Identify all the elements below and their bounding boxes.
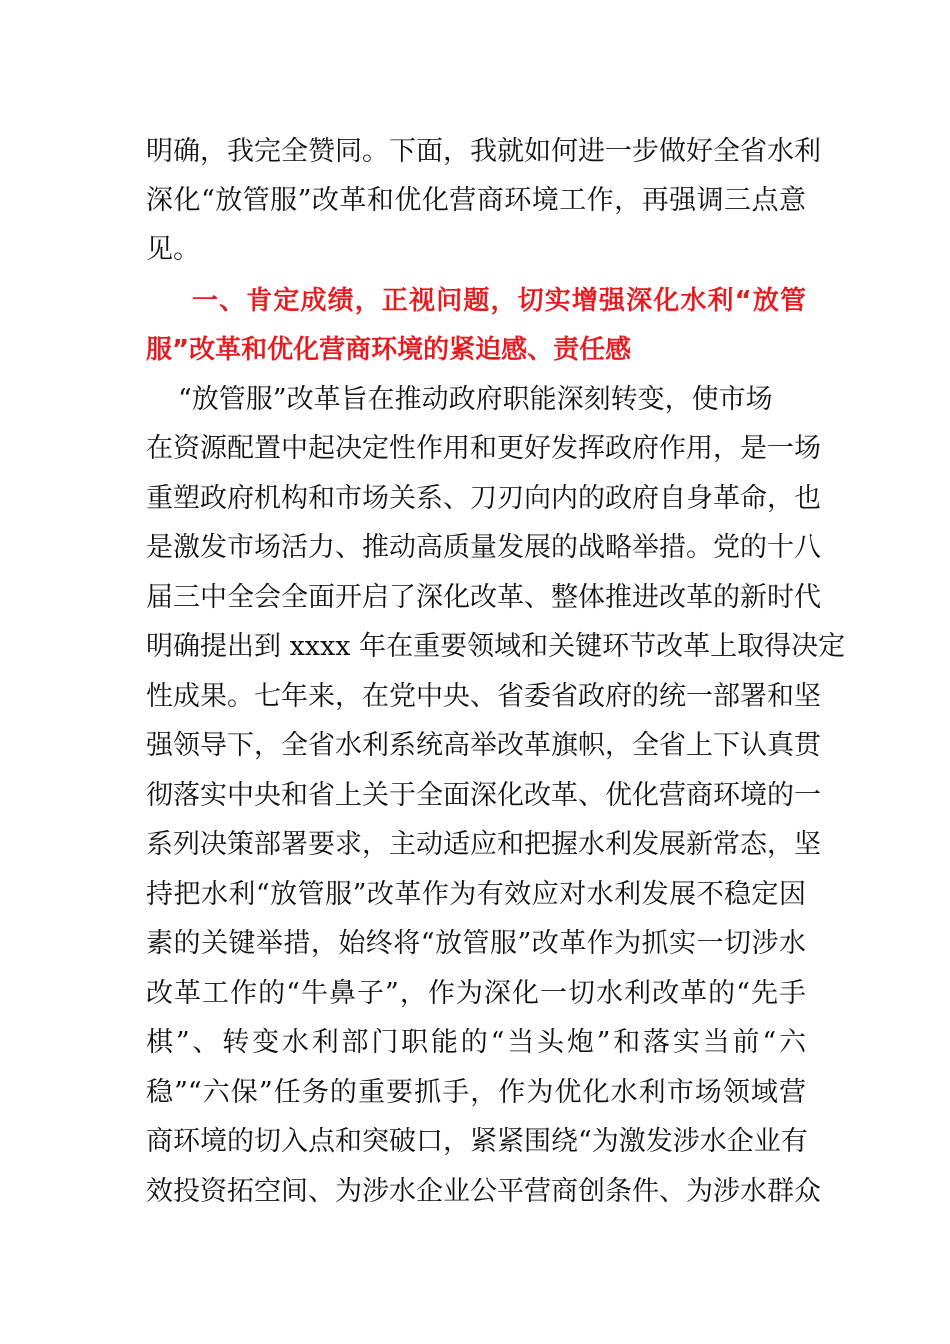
body-line-5: 届三中全会全面开启了深化改革、整体推进改革的新时代 (146, 582, 821, 613)
intro-line-1: 明确，我完全赞同。下面，我就如何进一步做好全省水利 (146, 136, 821, 167)
intro-line-2: 深化“放管服”改革和优化营商环境工作，再强调三点意 (146, 185, 806, 216)
body-line-2: 在资源配置中起决定性作用和更好发挥政府作用，是一场 (146, 433, 821, 464)
body-line-13: 改革工作的“牛鼻子”，作为深化一切水利改革的“先手 (146, 978, 806, 1009)
body-line-14: 棋”、转变水利部门职能的“当头炮”和落实当前“六 (146, 1027, 806, 1058)
body-line-9: 彻落实中央和省上关于全面深化改革、优化营商环境的一 (146, 780, 821, 811)
body-line-16: 商环境的切入点和突破口，紧紧围绕“为激发涉水企业有 (146, 1126, 808, 1157)
body-line-17: 效投资拓空间、为涉水企业公平营商创条件、为涉水群众 (146, 1176, 821, 1207)
body-line-8: 强领导下，全省水利系统高举改革旗帜，全省上下认真贯 (146, 730, 821, 761)
body-line-11: 持把水利“放管服”改革作为有效应对水利发展不稳定因 (146, 879, 806, 910)
body-line-15: 稳”“六保”任务的重要抓手，作为优化水利市场领域营 (146, 1077, 806, 1108)
intro-line-3: 见。 (146, 234, 200, 265)
body-line-1: “放管服”改革旨在推动政府职能深刻转变，使市场 (178, 384, 773, 415)
body-line-3: 重塑政府机构和市场关系、刀刃向内的政府自身革命，也 (146, 483, 821, 514)
body-line-4: 是激发市场活力、推动高质量发展的战略举措。党的十八 (146, 532, 821, 563)
body-line-10: 系列决策部署要求，主动适应和把握水利发展新常态，坚 (146, 829, 821, 860)
section-heading-line-1: 一、肯定成绩，正视问题，切实增强深化水利“放管 (192, 286, 806, 316)
body-line-12: 素的关键举措，始终将“放管服”改革作为抓实一切涉水 (146, 928, 806, 959)
body-line-6: 明确提出到 xxxx 年在重要领域和关键环节改革上取得决定 (146, 631, 846, 662)
body-line-7: 性成果。七年来，在党中央、省委省政府的统一部署和坚 (146, 681, 821, 712)
section-heading-line-2: 服”改革和优化营商环境的紧迫感、责任感 (146, 335, 632, 365)
